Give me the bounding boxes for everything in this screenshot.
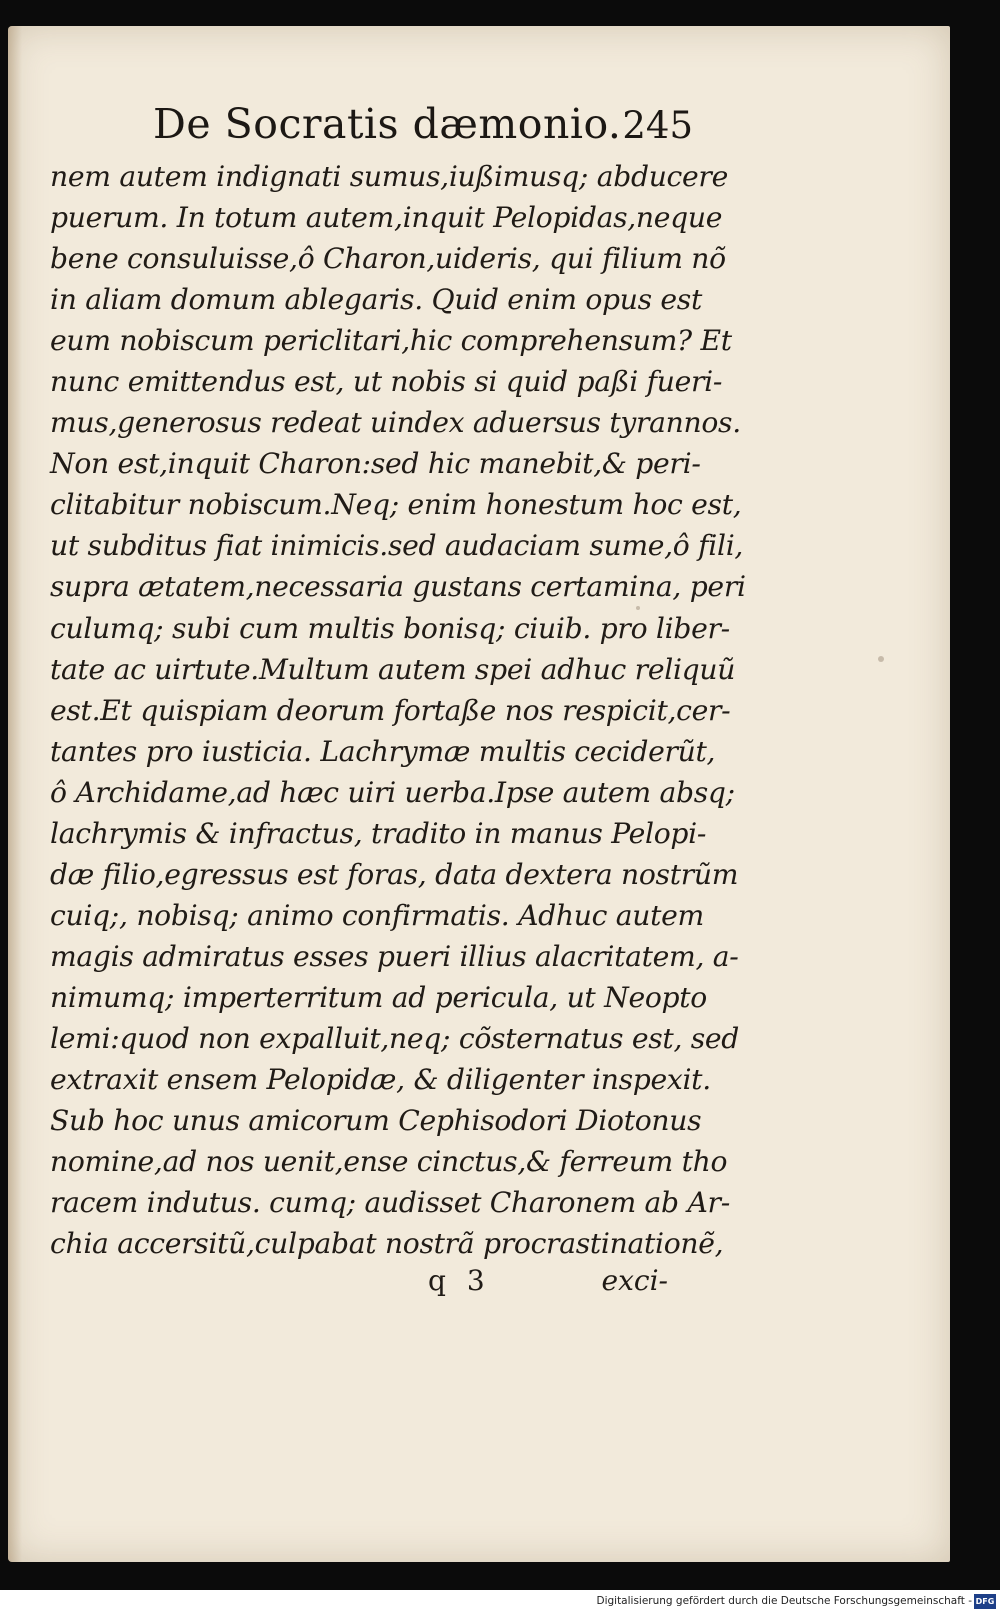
text-line: Non est,inquit Charon:sed hic manebit,& peri-: [50, 447, 701, 481]
text-line: nem autem indignati sumus,iußimusq; abducere: [50, 160, 728, 193]
text-line: mus,generosus redeat uindex aduersus tyrannos.: [50, 406, 741, 440]
text-line: magis admiratus esses pueri illius alacritatem, a-: [50, 939, 739, 973]
text-line: nimumq; imperterritum ad pericula, ut Neopto: [50, 980, 707, 1014]
text-line: nunc emittendus est, ut nobis si quid paßi fueri-: [50, 365, 723, 399]
text-line: lemi:quod non expalluit,neq; cõsternatus est, sed: [50, 1021, 740, 1055]
running-title: De Socratis dæmonio.: [153, 100, 622, 148]
text-line: in aliam domum ablegaris. Quid enim opus est: [50, 283, 703, 317]
text-line: est.Et quispiam deorum fortaße nos respicit,cer-: [50, 693, 731, 727]
text-line: eum nobiscum periclitari,hic comprehensum? Et: [50, 324, 732, 358]
signature-mark: q 3: [428, 1264, 491, 1297]
text-line: tate ac uirtute.Multum autem spei adhuc reliquũ: [50, 652, 736, 686]
text-line: supra ætatem,necessaria gustans certamina, peri: [50, 570, 746, 604]
text-line: extraxit ensem Pelopidæ, & diligenter inspexit.: [50, 1063, 711, 1097]
credit-bar: [0, 1590, 1000, 1615]
text-line: chia accersitũ,culpabat nostrã procrastinationẽ,: [50, 1227, 724, 1261]
page-number: 245: [622, 104, 693, 147]
text-line: racem indutus. cumq; audisset Charonem ab Ar-: [50, 1186, 730, 1220]
text-line: culumq; subi cum multis bonisq; ciuib. pro liber-: [50, 611, 730, 645]
text-line: ut subditus fiat inimicis.sed audaciam sume,ô fili,: [50, 529, 744, 563]
text-line: lachrymis & infractus, tradito in manus Pelopi-: [50, 816, 707, 850]
text-line: bene consuluisse,ô Charon,uideris, qui filium nõ: [50, 242, 726, 276]
text-line: ô Archidame,ad hæc uiri uerba.Ipse autem absq;: [50, 775, 735, 809]
text-line: clitabitur nobiscum.Neq; enim honestum hoc est,: [50, 488, 742, 522]
body-text: [50, 156, 746, 1264]
dfg-logo: DFG: [974, 1594, 996, 1609]
book-page: [8, 26, 950, 1562]
text-line: nomine,ad nos uenit,ense cinctus,& ferreum tho: [50, 1145, 728, 1179]
page-footer: [428, 1264, 668, 1304]
text-line: tantes pro iusticia. Lachrymæ multis ceciderũt,: [50, 734, 716, 768]
foxing-spot: [878, 656, 884, 662]
text-line: dæ filio,egressus est foras, data dextera nostrũm: [50, 857, 739, 891]
text-line: cuiq;, nobisq; animo confirmatis. Adhuc autem: [50, 898, 704, 932]
text-line: Sub hoc unus amicorum Cephisodori Diotonus: [50, 1104, 702, 1138]
text-line: puerum. In totum autem,inquit Pelopidas,neque: [50, 201, 723, 235]
page-gutter-shadow: [8, 26, 22, 1562]
foxing-spot: [636, 606, 640, 610]
digitization-credit: Digitalisierung gefördert durch die Deutsche Forschungsgemeinschaft -: [596, 1595, 972, 1607]
catchword: exci-: [601, 1264, 668, 1297]
